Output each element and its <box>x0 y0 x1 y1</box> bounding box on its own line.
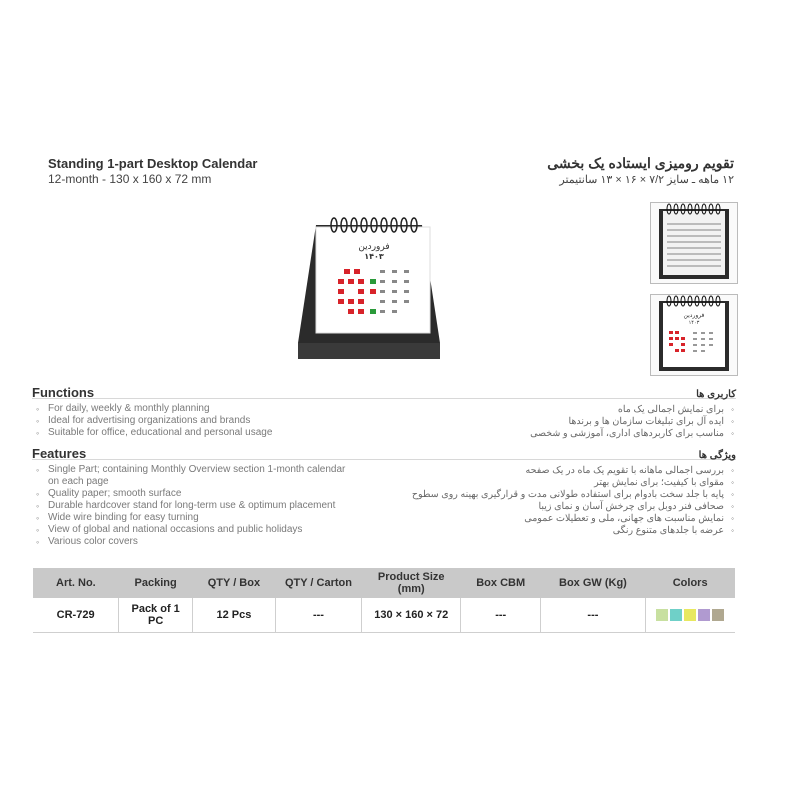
list-item: ◦ For daily, weekly & monthly planning <box>36 403 356 415</box>
specs-table <box>33 568 735 633</box>
section-divider <box>32 398 736 399</box>
col-product-size: Product Size (mm) <box>362 568 461 598</box>
list-item: ◦ Quality paper; smooth surface <box>36 488 356 500</box>
cell-qty-box: 12 Pcs <box>193 598 276 633</box>
list-item: ◦ بررسی اجمالی ماهانه با تقویم یک ماه در یک صفحه <box>404 465 734 477</box>
features-list-en <box>36 464 356 548</box>
features-heading-fa: ویژگی ها <box>698 450 736 461</box>
col-colors: Colors <box>645 568 735 598</box>
color-swatches <box>650 609 731 621</box>
product-subtitle-fa: ۱۲ ماهه ـ سایز ۷/۲ × ۱۶ × ۱۳ سانتیمتر <box>559 174 734 186</box>
list-item: ◦ Various color covers <box>36 536 356 548</box>
list-item: ◦ ایده آل برای تبلیغات سازمان ها و برندها <box>404 416 734 428</box>
thumbnail-calendar-1[interactable] <box>650 202 738 284</box>
calendar-year-label: ۱۴۰۳ <box>364 252 384 261</box>
functions-heading-en: Functions <box>32 385 95 400</box>
col-box-cbm: Box CBM <box>461 568 541 598</box>
section-divider <box>32 459 736 460</box>
cell-packing: Pack of 1 PC <box>119 598 193 633</box>
col-box-gw: Box GW (Kg) <box>541 568 646 598</box>
list-item: ◦ Durable hardcover stand for long-term use & optimum placement <box>36 500 356 512</box>
functions-heading-fa: کاربری ها <box>696 389 736 400</box>
product-subtitle-en: 12-month - 130 x 160 x 72 mm <box>48 172 212 186</box>
color-swatch[interactable] <box>684 609 696 621</box>
list-item: ◦ View of global and national occasions and public holidays <box>36 524 356 536</box>
list-item: ◦ Single Part; containing Monthly Overview section 1-month calendar on each page <box>36 464 356 488</box>
color-swatch[interactable] <box>656 609 668 621</box>
color-swatch[interactable] <box>670 609 682 621</box>
list-item: ◦ عرضه با جلدهای متنوع رنگی <box>404 525 734 537</box>
thumbnail-year-label: ۱۴۰۳ <box>688 320 700 326</box>
cell-product-size: 130 × 160 × 72 <box>362 598 461 633</box>
col-qty-carton: QTY / Carton <box>275 568 361 598</box>
col-qty-box: QTY / Box <box>193 568 276 598</box>
functions-list-fa <box>404 404 734 440</box>
list-item: ◦ پایه با جلد سخت بادوام برای استفاده طولانی مدت و قرارگیری بهینه روی سطوح <box>404 489 734 501</box>
col-packing: Packing <box>119 568 193 598</box>
list-item: ◦ Wide wire binding for easy turning <box>36 512 356 524</box>
cell-art-no: CR-729 <box>33 598 119 633</box>
color-swatch[interactable] <box>712 609 724 621</box>
cell-box-gw: --- <box>541 598 646 633</box>
cell-qty-carton: --- <box>275 598 361 633</box>
table-row <box>33 598 735 633</box>
product-title-fa: تقویم رومیزی ایستاده یک بخشی <box>547 155 734 171</box>
col-art-no: Art. No. <box>33 568 119 598</box>
functions-list-en <box>36 403 356 439</box>
thumbnail-month-label: فروردین <box>683 312 705 319</box>
features-list-fa <box>404 465 734 537</box>
cell-colors <box>645 598 735 633</box>
calendar-product-image <box>298 215 440 360</box>
list-item: ◦ نمایش مناسبت های جهانی، ملی و تعطیلات عمومی <box>404 513 734 525</box>
list-item: ◦ مناسب برای کاربردهای اداری، آموزشی و شخصی <box>404 428 734 440</box>
list-item: ◦ صحافی فنر دوبل برای چرخش آسان و نمای زیبا <box>404 501 734 513</box>
features-heading-en: Features <box>32 446 87 461</box>
cell-box-cbm: --- <box>461 598 541 633</box>
calendar-month-label: فروردین <box>358 242 390 252</box>
color-swatch[interactable] <box>698 609 710 621</box>
list-item: ◦ Suitable for office, educational and personal usage <box>36 427 356 439</box>
table-header-row <box>33 568 735 598</box>
list-item: ◦ برای نمایش اجمالی یک ماه <box>404 404 734 416</box>
list-item: ◦ مقوای با کیفیت؛ برای نمایش بهتر <box>404 477 734 489</box>
list-item: ◦ Ideal for advertising organizations and brands <box>36 415 356 427</box>
thumbnail-calendar-2[interactable] <box>650 294 738 376</box>
product-title-en: Standing 1-part Desktop Calendar <box>48 156 258 171</box>
